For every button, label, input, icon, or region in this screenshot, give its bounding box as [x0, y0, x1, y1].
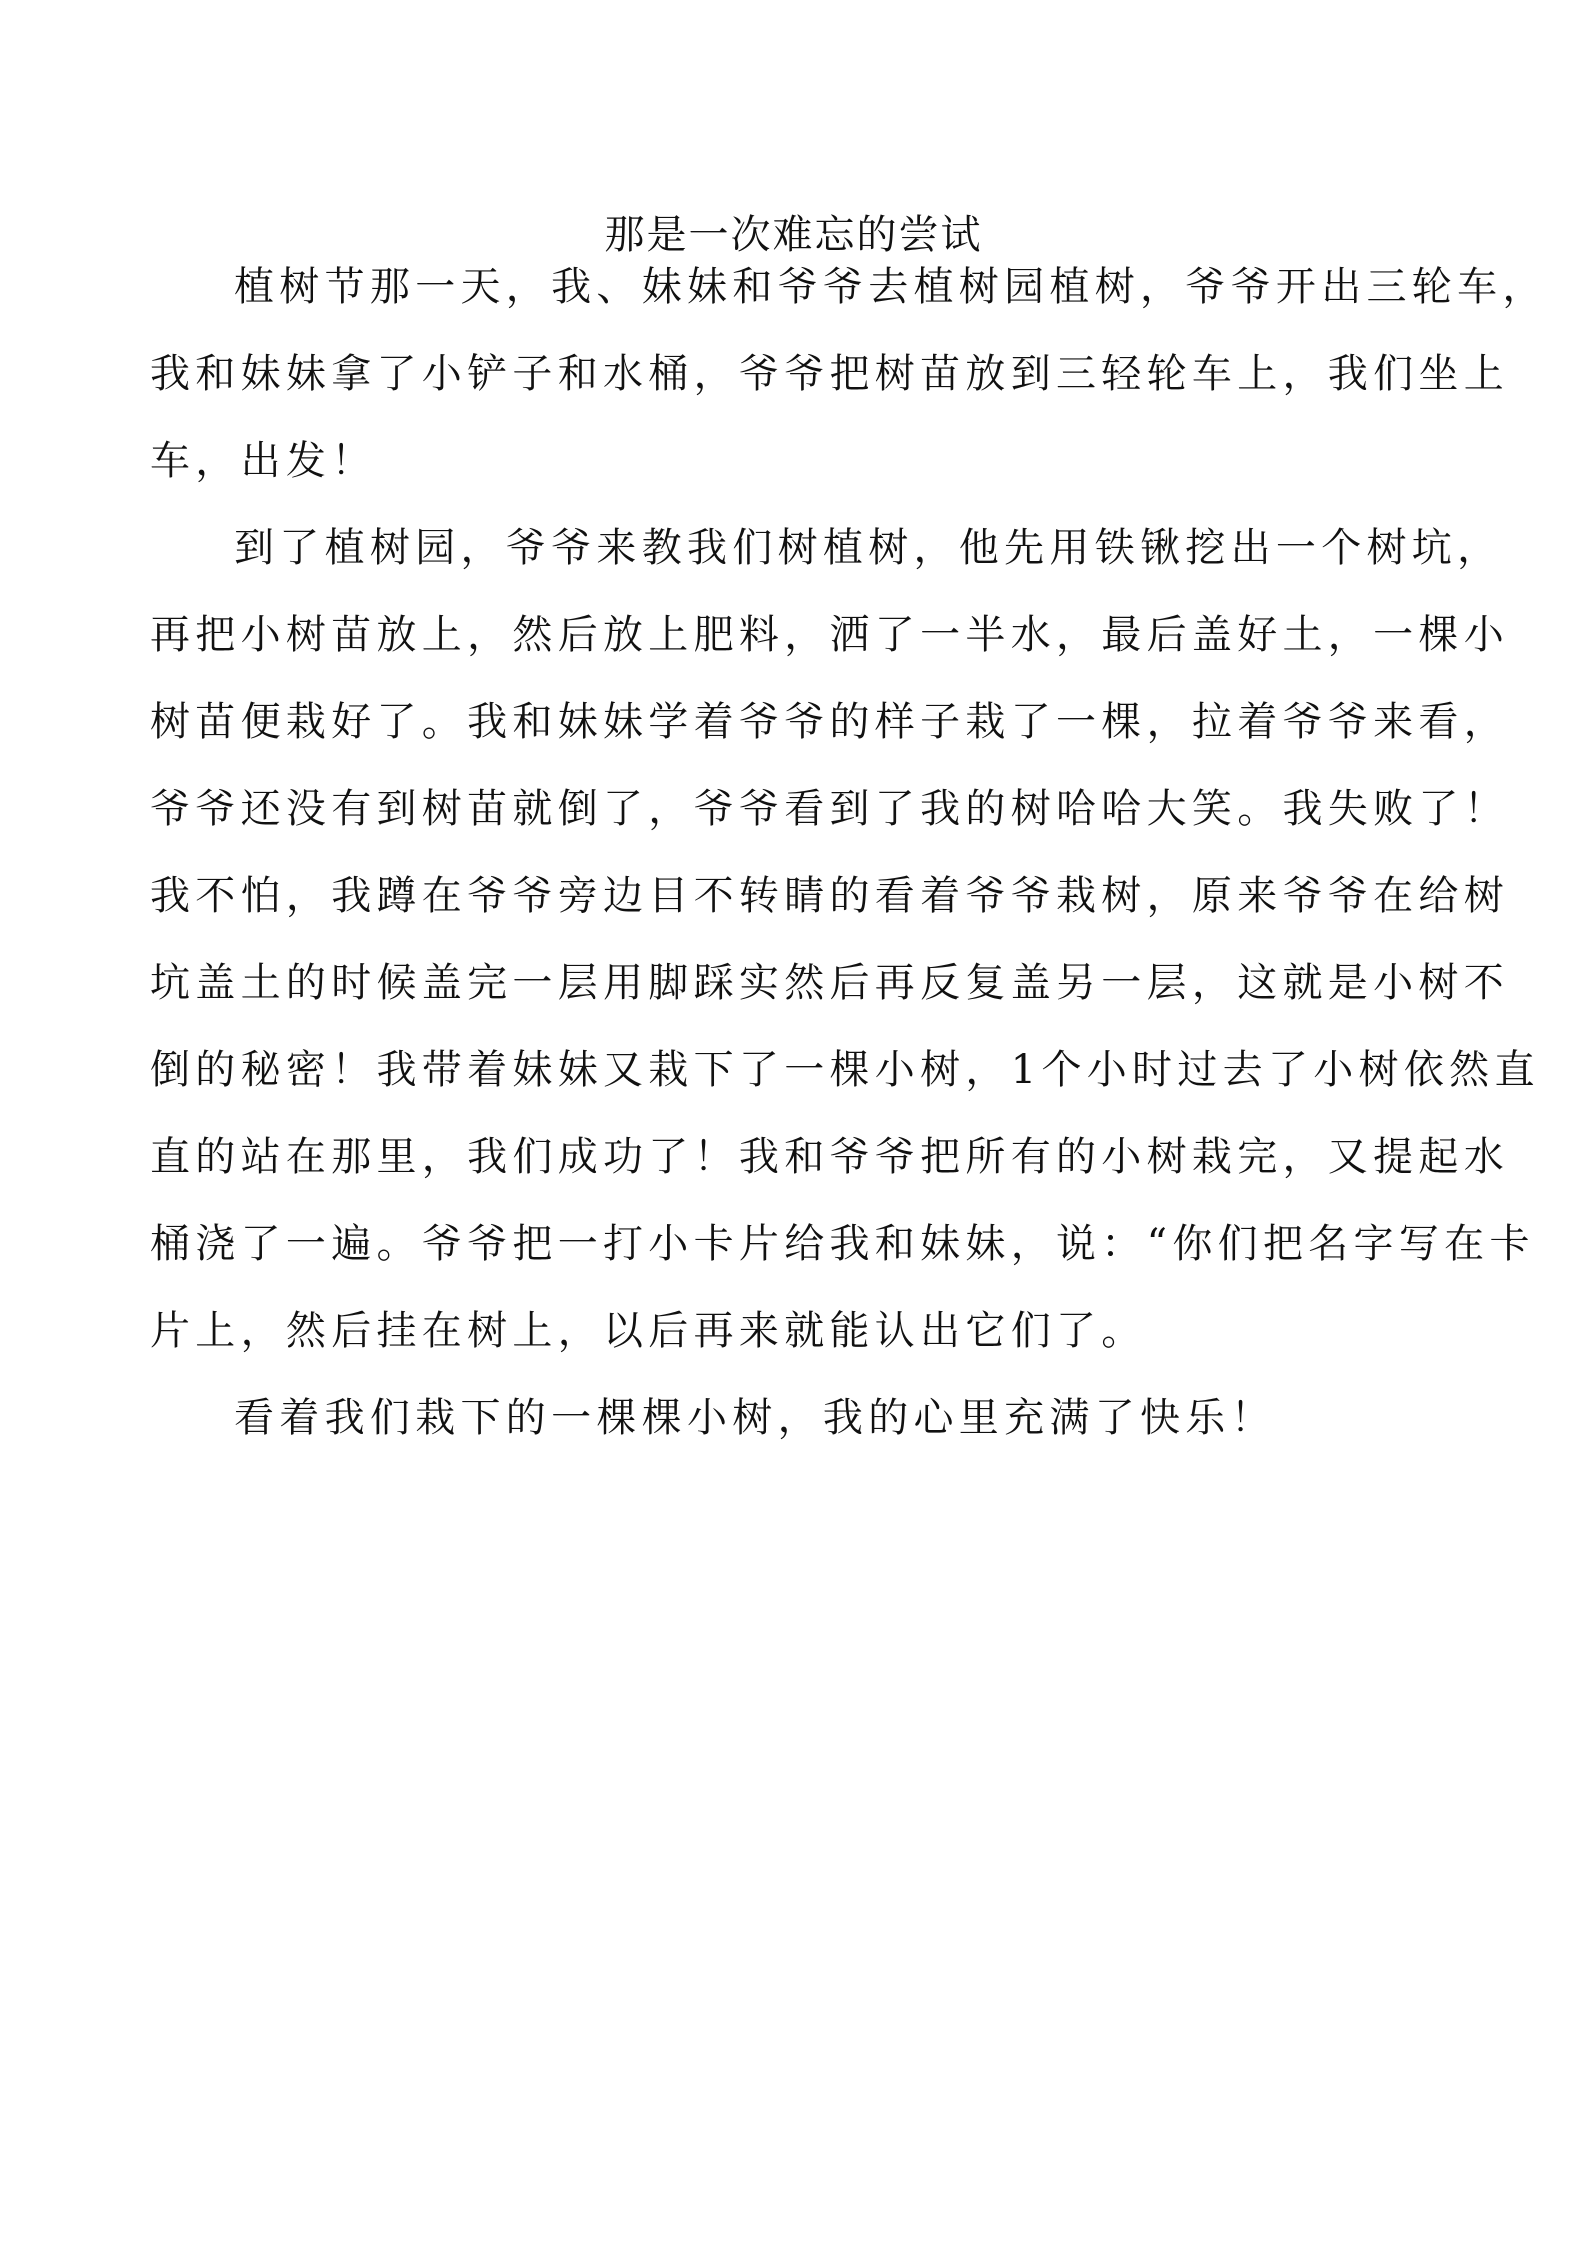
text-line: 倒的秘密！我带着妹妹又栽下了一棵小树，1个小时过去了小树依然直	[150, 1047, 1540, 1093]
text-line: 植树节那一天，我、妹妹和爷爷去植树园植树，爷爷开出三轮车，	[234, 264, 1548, 310]
text-line: 坑盖土的时候盖完一层用脚踩实然后再反复盖另一层，这就是小树不	[150, 960, 1509, 1006]
document-body	[150, 244, 1548, 1462]
text-line: 直的站在那里，我们成功了！我和爷爷把所有的小树栽完，又提起水	[150, 1134, 1509, 1180]
text-line: 到了植树园，爷爷来教我们树植树，他先用铁锹挖出一个树坑，	[234, 525, 1503, 571]
paragraph-3	[150, 1375, 1440, 1462]
text-line: 我和妹妹拿了小铲子和水桶，爷爷把树苗放到三轻轮车上，我们坐上	[150, 351, 1509, 397]
text-line: 爷爷还没有到树苗就倒了，爷爷看到了我的树哈哈大笑。我失败了！	[150, 786, 1509, 832]
text-line: 片上，然后挂在树上，以后再来就能认出它们了。	[150, 1308, 1147, 1354]
text-line: 车，出发！	[150, 438, 377, 484]
text-line: 再把小树苗放上，然后放上肥料，洒了一半水，最后盖好土，一棵小	[150, 612, 1509, 658]
text-line: 看着我们栽下的一棵棵小树，我的心里充满了快乐！	[234, 1395, 1276, 1441]
text-line: 树苗便栽好了。我和妹妹学着爷爷的样子栽了一棵，拉着爷爷来看，	[150, 699, 1509, 745]
text-line: 我不怕，我蹲在爷爷旁边目不转睛的看着爷爷栽树，原来爷爷在给树	[150, 873, 1509, 919]
paragraph-2	[150, 505, 1540, 1375]
document-title: 那是一次难忘的尝试	[604, 212, 983, 258]
text-line: 桶浇了一遍。爷爷把一打小卡片给我和妹妹，说：“你们把名字写在卡	[150, 1221, 1535, 1267]
paragraph-1	[150, 244, 1548, 505]
